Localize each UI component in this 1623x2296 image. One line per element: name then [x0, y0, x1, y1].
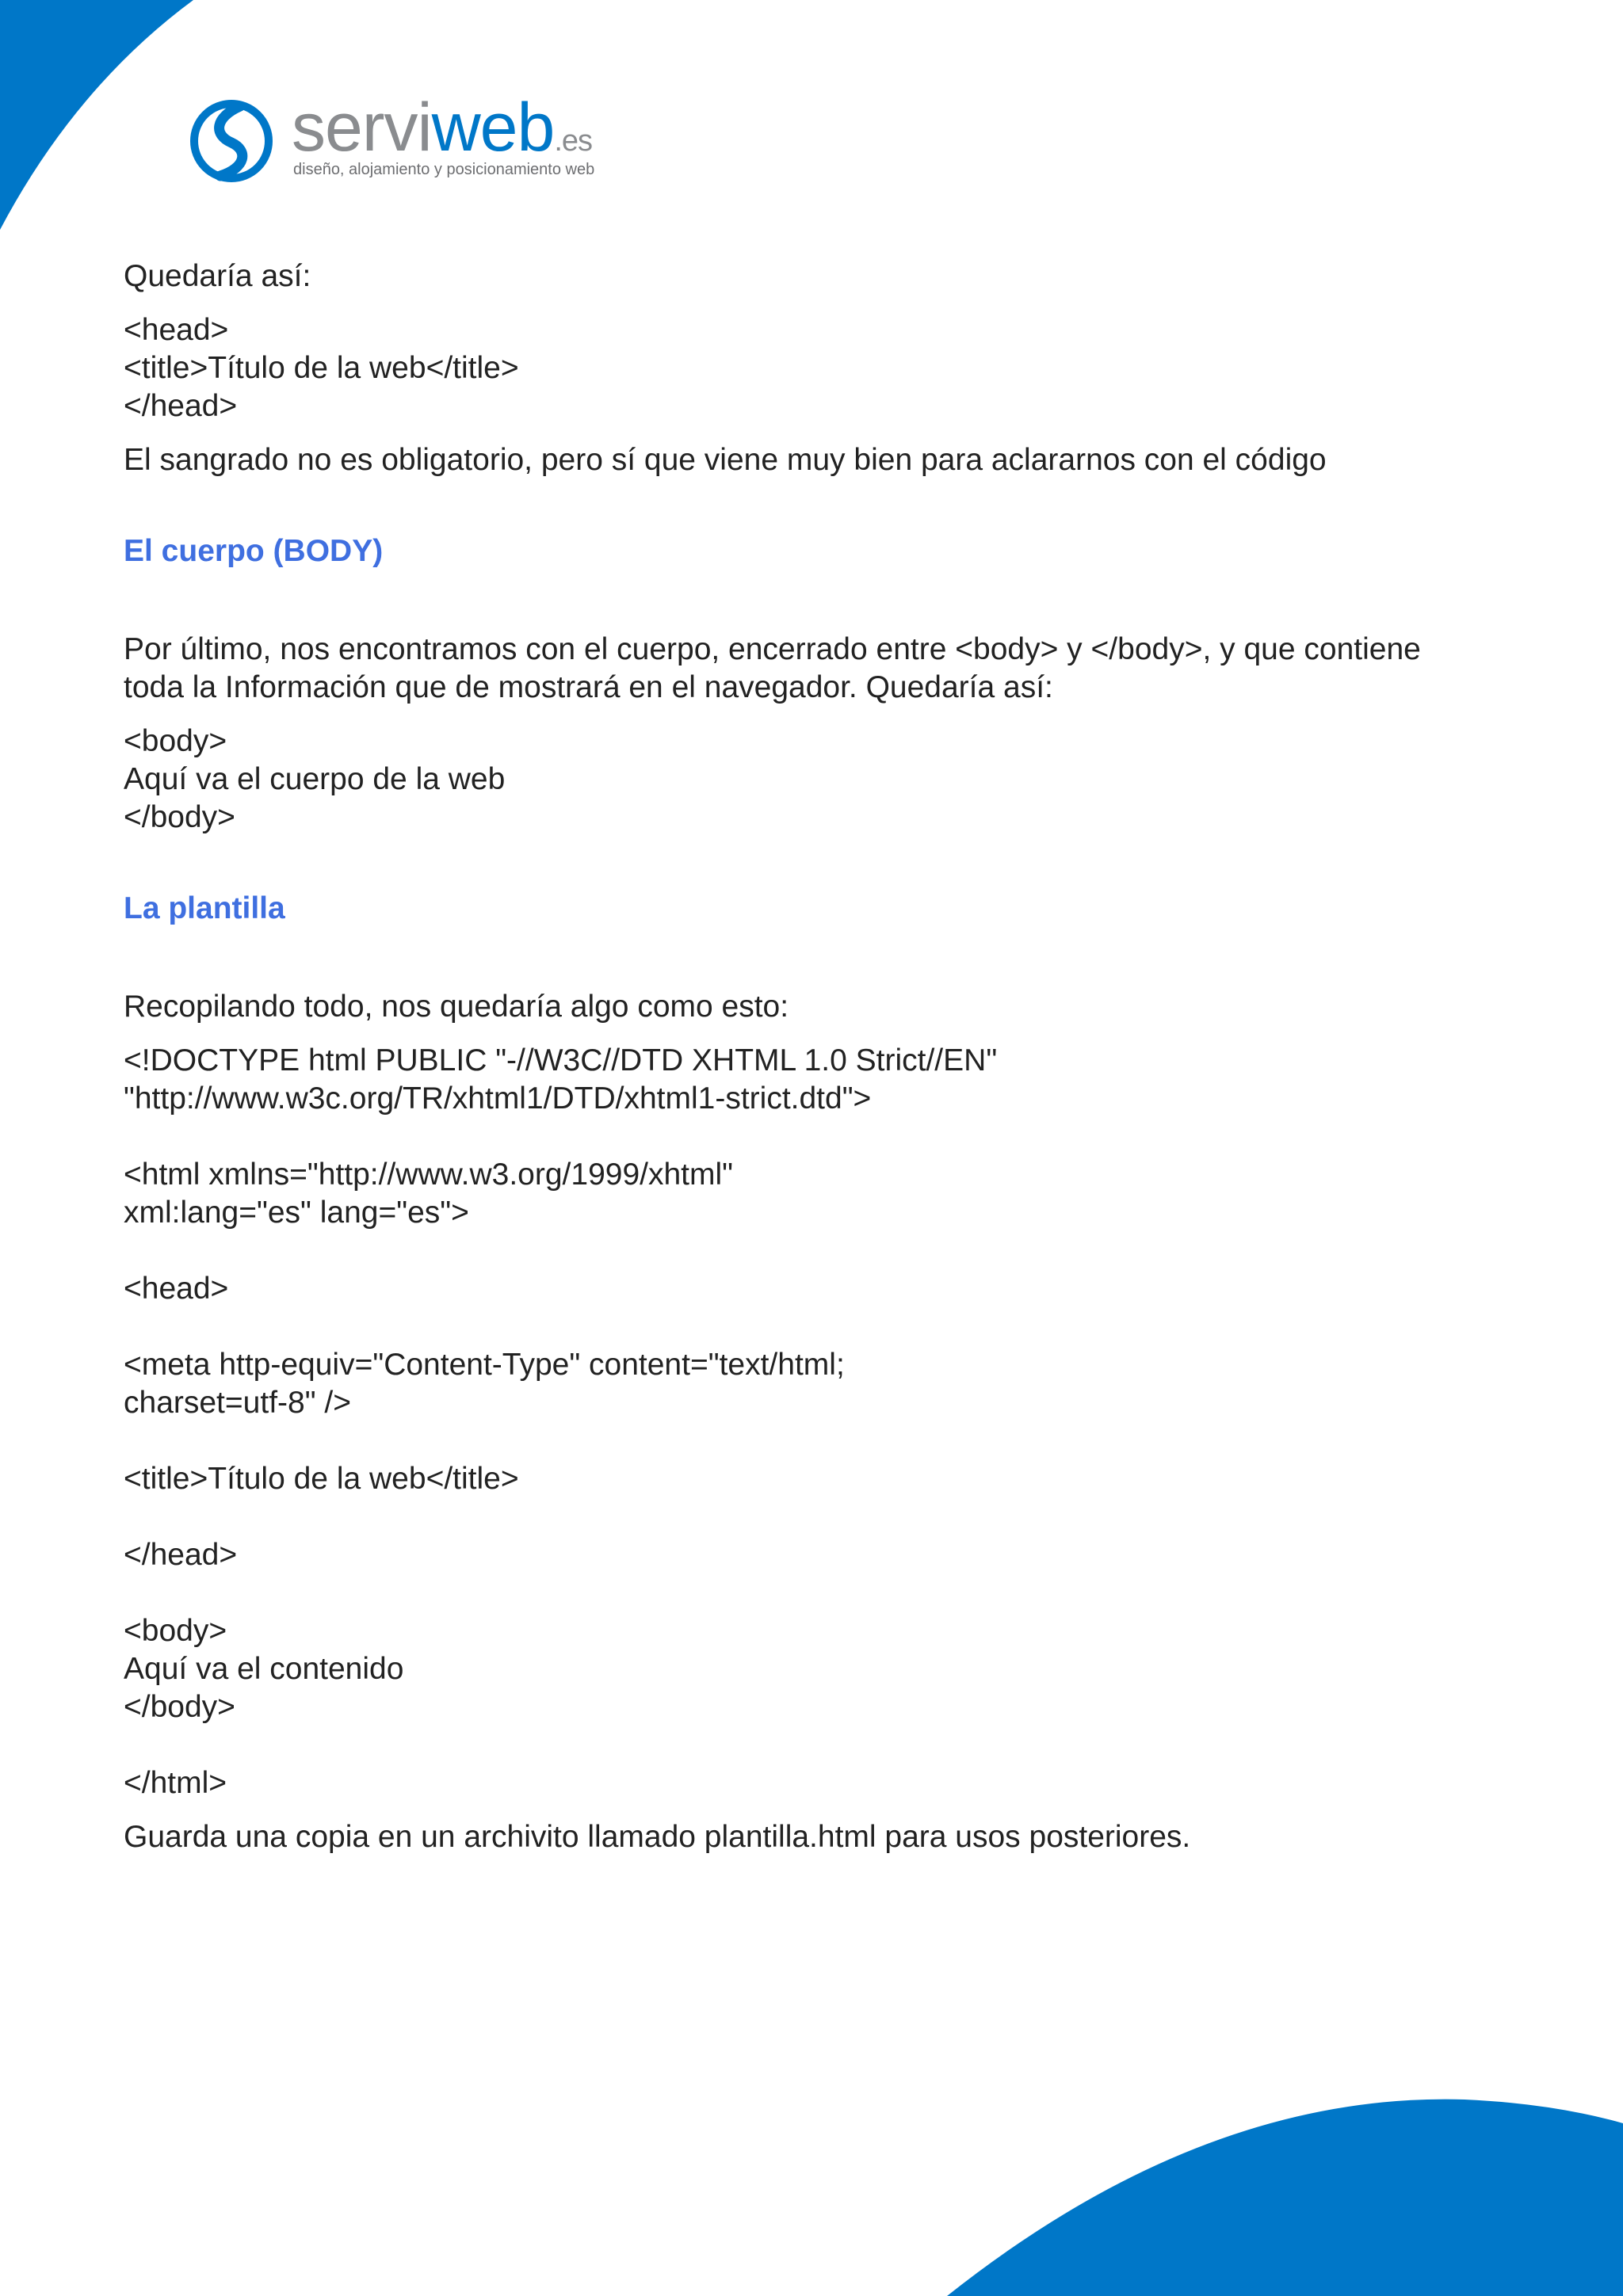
logo-text-gray: servi [292, 93, 432, 166]
bottom-right-corner-swoosh [947, 2100, 1623, 2296]
code-line: <title>Título de la web</title> [124, 1462, 519, 1496]
closing-text: Guarda una copia en un archivito llamado plantilla.html para usos posteriores. [124, 1820, 1191, 1854]
top-left-corner-swoosh [0, 0, 193, 230]
code-line: <body> [124, 724, 227, 758]
code-line: <body> [124, 1614, 227, 1648]
code-line: </body> [124, 800, 235, 834]
section-heading-template: La plantilla [124, 891, 285, 925]
template-intro: Recopilando todo, nos quedaría algo como esto: [124, 990, 789, 1024]
code-line: Aquí va el contenido [124, 1652, 404, 1686]
code-line: </head> [124, 1538, 238, 1572]
svg-text:serviweb.es [292, 93, 592, 166]
code-line: <!DOCTYPE html PUBLIC "-//W3C//DTD XHTML 1.0 Strict//EN" [124, 1043, 998, 1077]
document-content [124, 257, 1566, 1856]
logo-text-tld: .es [554, 124, 593, 158]
code-line: </html> [124, 1766, 227, 1800]
indent-note: El sangrado no es obligatorio, pero sí que viene muy bien para aclararnos con el código [124, 443, 1327, 477]
code-line: <html xmlns="http://www.w3.org/1999/xhtml" [124, 1158, 733, 1192]
code-line: Aquí va el cuerpo de la web [124, 762, 506, 796]
serviweb-logo [187, 93, 631, 189]
section-heading-body: El cuerpo (BODY) [124, 534, 384, 568]
logo-text-blue: web [431, 93, 555, 166]
code-line: </head> [124, 389, 238, 423]
code-line: "http://www.w3c.org/TR/xhtml1/DTD/xhtml1-strict.dtd"> [124, 1081, 872, 1116]
body-paragraph: Por último, nos encontramos con el cuerpo, encerrado entre <body> y </body>, y que contiene [124, 632, 1421, 666]
code-line: <meta http-equiv="Content-Type" content="text/html; [124, 1348, 845, 1382]
intro-text: Quedaría así: [124, 259, 311, 293]
code-line: xml:lang="es" lang="es"> [124, 1196, 469, 1230]
body-paragraph: toda la Información que de mostrará en el navegador. Quedaría así: [124, 670, 1053, 704]
logo-mark-icon [194, 104, 269, 178]
code-line: <head> [124, 1272, 229, 1306]
code-line: <head> [124, 313, 229, 347]
code-line: charset=utf-8" /> [124, 1386, 351, 1420]
code-line: </body> [124, 1690, 235, 1724]
logo-tagline: diseño, alojamiento y posicionamiento web [293, 161, 595, 178]
code-line: <title>Título de la web</title> [124, 351, 519, 385]
